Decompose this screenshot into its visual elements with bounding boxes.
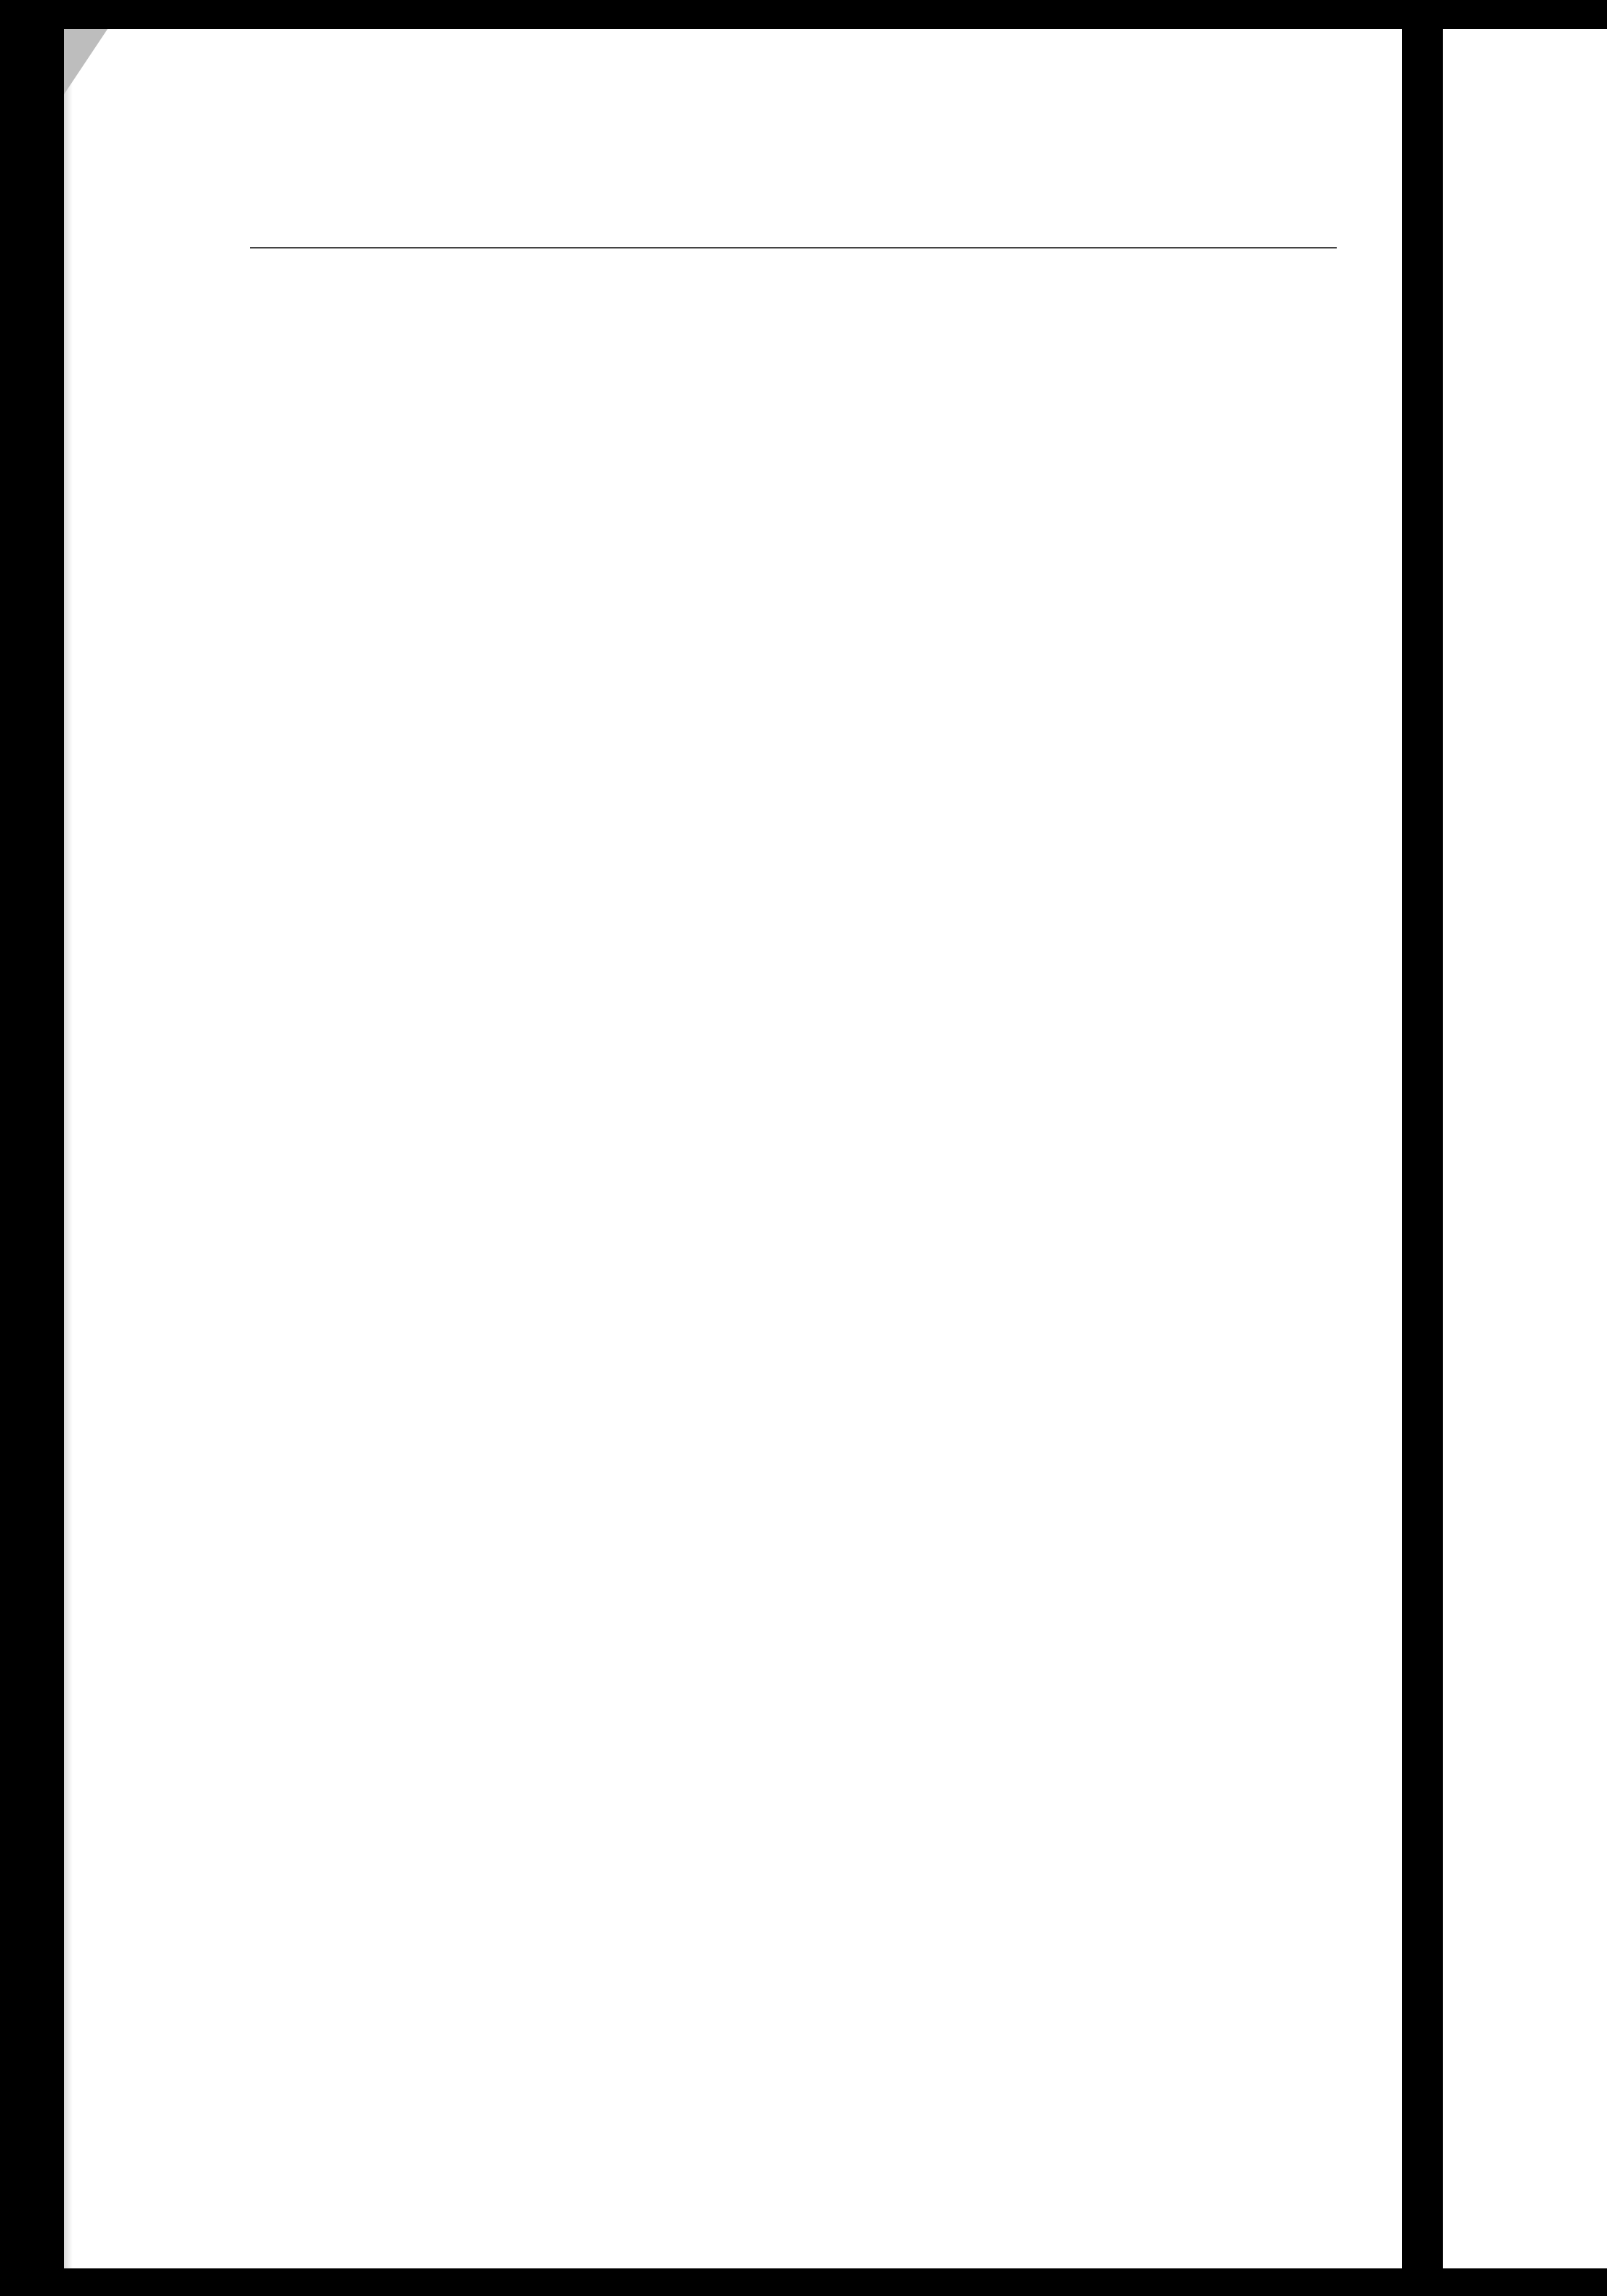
page-left bbox=[64, 29, 1402, 2268]
scan-border-bottom bbox=[0, 2268, 1607, 2296]
scan-border-left bbox=[0, 0, 64, 2296]
book-gutter bbox=[1402, 0, 1443, 2296]
header-rule bbox=[250, 247, 1337, 248]
page-edge-shadow bbox=[64, 29, 73, 2268]
dog-ear-corner bbox=[64, 29, 108, 94]
page-right-facing bbox=[1443, 29, 1607, 2268]
scan-border-top bbox=[0, 0, 1607, 29]
